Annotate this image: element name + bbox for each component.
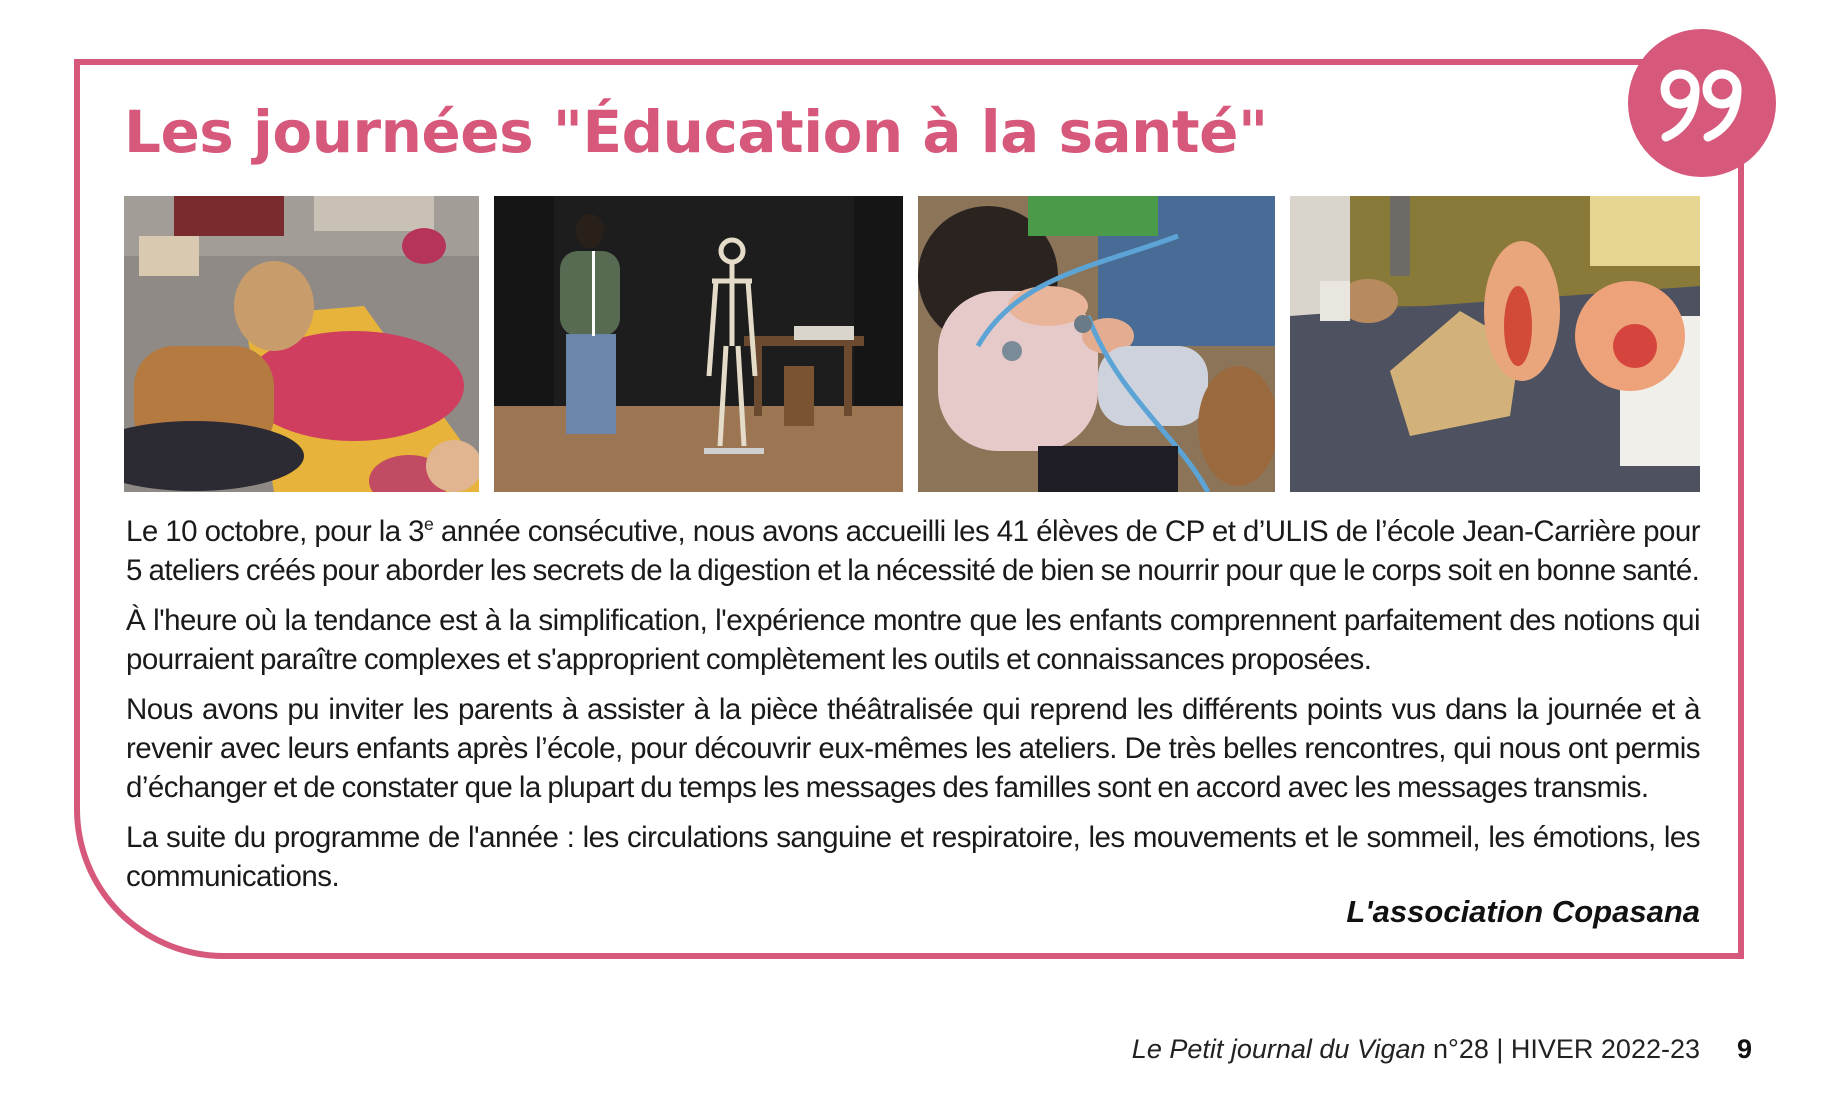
article-body [126, 512, 1700, 907]
article-title: Les journées "Éducation à la santé" [124, 98, 1268, 166]
photo-ear-models [1290, 196, 1700, 492]
article-signature: L'association Copasana [1346, 894, 1700, 929]
paragraph-3 [126, 690, 1700, 807]
journal-name: Le Petit journal du Vigan [1131, 1034, 1426, 1064]
paragraph-2-text: À l'heure où la tendance est à la simplification, l'expérience montre que les enfants comprennent parfaitement des notions qui pourraient paraître complexes et s'approprient complètement les outils et connaissances proposées. [126, 604, 1700, 676]
quote-mark-icon [1628, 29, 1776, 177]
page-number: 9 [1737, 1034, 1753, 1064]
paragraph-4 [126, 818, 1700, 896]
photo-stethoscope [918, 196, 1275, 492]
paragraph-4-text: La suite du programme de l'année : les circulations sanguine et respiratoire, les mouvements et le sommeil, les émotions, les communications. [126, 821, 1700, 893]
paragraph-2 [126, 601, 1700, 679]
photo-skeleton-model [494, 196, 903, 492]
photo-strip [124, 196, 1700, 492]
paragraph-1 [126, 512, 1700, 590]
paragraph-3-text: Nous avons pu inviter les parents à assister à la pièce théâtralisée qui reprend les différents points vus dans la journée et à revenir avec leurs enfants après l’école, pour découvrir eux-mêmes les ateliers. De très belles rencontres, qui nous ont permis d’échanger et de constater que la plupart du temps les messages des familles sont en accord avec les messages transmis. [126, 693, 1700, 804]
paragraph-1-text: Le 10 octobre, pour la 3e année consécutive, nous avons accueilli les 41 élèves de CP et d’ULIS de l’école Jean-Carrière pour 5 ateliers créés pour aborder les secrets de la digestion et la nécessité de bien se nourrir pour que le corps soit en bonne santé. [126, 514, 1700, 587]
page-footer [1132, 1034, 1700, 1065]
photo-children-massage [124, 196, 479, 492]
journal-issue: n°28 | HIVER 2022-23 [1433, 1034, 1700, 1064]
